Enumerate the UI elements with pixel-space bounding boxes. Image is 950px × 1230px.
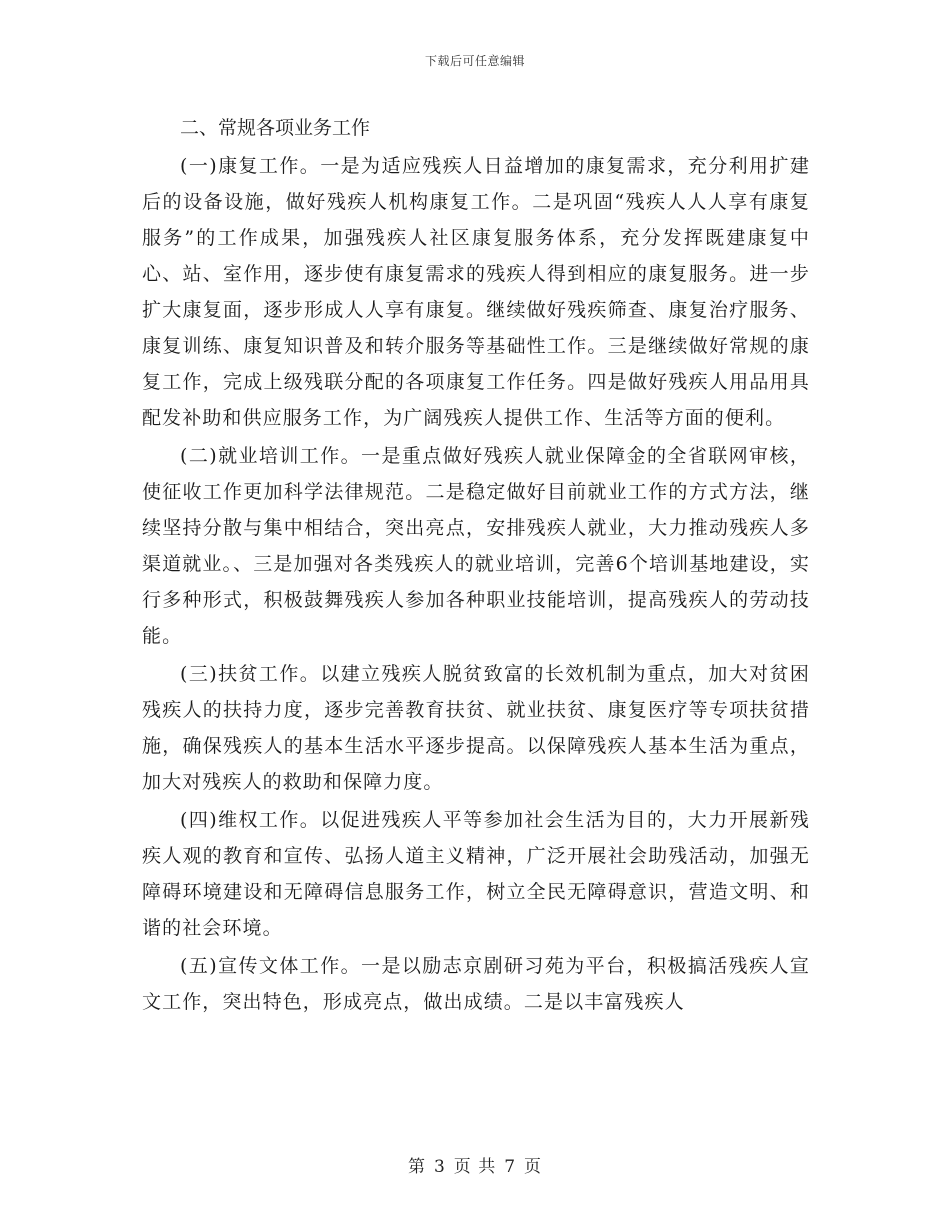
section-heading: 二、常规各项业务工作 xyxy=(180,117,371,139)
paragraph-publicity-culture: (五)宣传文体工作。一是以励志京剧研习苑为平台，积极搞活残疾人宣文工作，突出特色，形成亮点，做出成绩。二是以丰富残疾人 xyxy=(142,955,810,1013)
footer-middle: 页 共 xyxy=(453,1157,497,1177)
paragraph-rights-protection: (四)维权工作。以促进残疾人平等参加社会生活为目的，大力开展新残疾人观的教育和宣传、弘扬人道主义精神，广泛开展社会助残活动，加强无障碍环境建设和无障碍信息服务工作，树立全民无障碍意识，营造文明、和谐的社会环境。 xyxy=(142,809,810,939)
paragraph-poverty-relief: (三)扶贫工作。以建立残疾人脱贫致富的长效机制为重点，加大对贫困残疾人的扶持力度，逐步完善教育扶贫、就业扶贫、康复医疗等专项扶贫措施，确保残疾人的基本生活水平逐步提高。以保障残疾人基本生活为重点，加大对残疾人的救助和保障力度。 xyxy=(142,663,810,793)
page-header xyxy=(0,52,950,69)
footer-suffix: 页 xyxy=(524,1157,543,1177)
paragraph-employment-training: (二)就业培训工作。一是重点做好残疾人就业保障金的全省联网审核，使征收工作更加科学法律规范。二是稳定做好目前就业工作的方式方法，继续坚持分散与集中相结合，突出亮点，安排残疾人就业，大力推动残疾人多渠道就业。、三是加强对各类残疾人的就业培训，完善6个培训基地建设，实行多种形式，积极鼓舞残疾人参加各种职业技能培训，提高残疾人的劳动技能。 xyxy=(142,445,810,647)
document-body xyxy=(142,110,810,1020)
page-footer xyxy=(0,1152,950,1177)
footer-total-pages: 7 xyxy=(504,1157,517,1177)
paragraph-rehabilitation: (一)康复工作。一是为适应残疾人日益增加的康复需求，充分利用扩建后的设备设施，做好残疾人机构康复工作。二是巩固“残疾人人人享有康复服务”的工作成果，加强残疾人社区康复服务体系，充分发挥既建康复中心、站、室作用，逐步使有康复需求的残疾人得到相应的康复服务。进一步扩大康复面，逐步形成人人享有康复。继续做好残疾筛查、康复治疗服务、康复训练、康复知识普及和转介服务等基础性工作。三是继续做好常规的康复工作，完成上级残联分配的各项康复工作任务。四是做好残疾人用品用具配发补助和供应服务工作，为广阔残疾人提供工作、生活等方面的便利。 xyxy=(142,155,810,429)
header-note: 下载后可任意编辑 xyxy=(424,54,525,68)
footer-prefix: 第 xyxy=(407,1157,426,1177)
footer-page-number: 3 xyxy=(433,1157,446,1177)
